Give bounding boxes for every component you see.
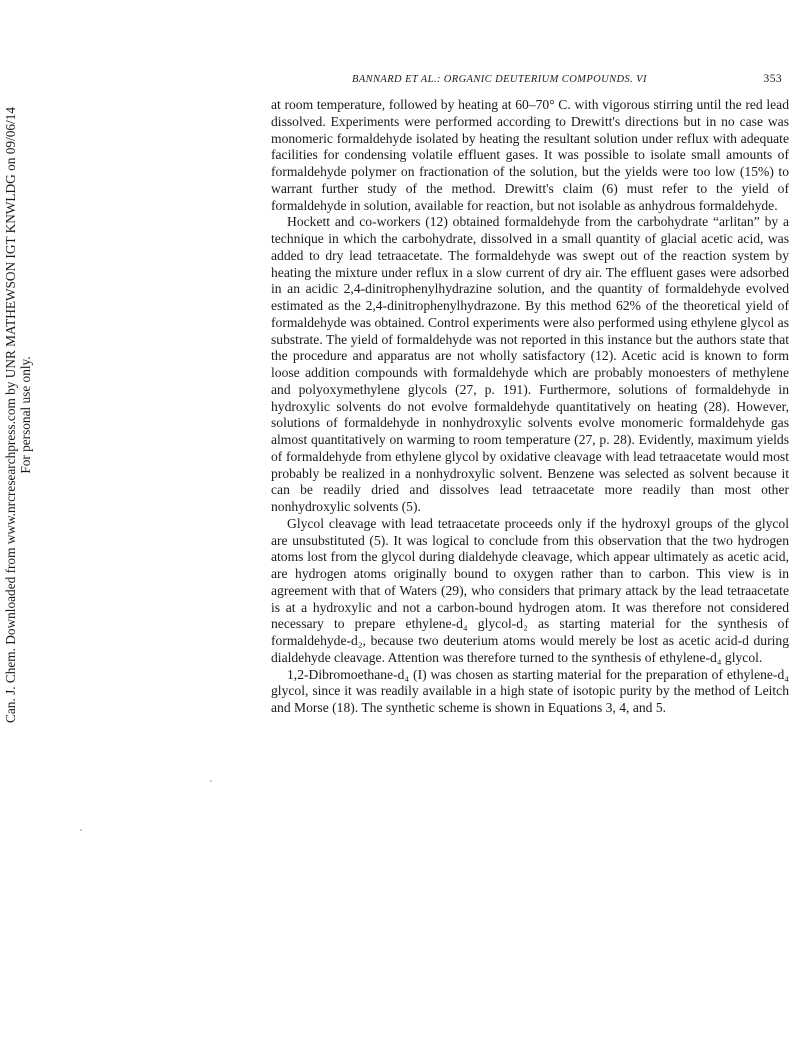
paragraph-1: at room temperature, followed by heating at 60–70° C. with vigorous stirring until the red lead dissolved. Experiments were performed according to Drewitt's directions but in no case was monomeric formaldehyde isolated by heating the resultant solution under reflux with adequate facilities for condensing volatile effluent gases. It was possible to isolate small amounts of formaldehyde polymer on fractionation of the solution, but the yields were too low (15%) to warrant further study of the method. Drewitt's claim (6) must refer to the yield of formaldehyde in solution, available for reaction, but not isolable as anhydrous formaldehyde. [271,97,789,213]
paragraph-4: 1,2-Dibromoethane-d₄ (I) was chosen as starting material for the preparation of ethylene-d₄ glycol, since it was readily available in a high state of isotopic purity by the method of Leitch and Morse (18). The synthetic scheme is shown in Equations 3, 4, and 5. [271,666,789,715]
download-watermark [3,20,43,810]
article-body [271,97,789,717]
page-number: 353 [763,73,782,85]
watermark-line-1: Can. J. Chem. Downloaded from www.nrcresearchpress.com by UNR MATHEWSON IGT KNWLDG on 09/06/14 [3,107,18,723]
watermark-line-2: For personal use only. [18,356,33,474]
running-title: BANNARD ET AL.: ORGANIC DEUTERIUM COMPOUNDS. VI [352,74,647,85]
scan-speck [210,780,212,782]
paragraph-2: Hockett and co-workers (12) obtained formaldehyde from the carbohydrate “arlitan” by a technique in which the carbohydrate, dissolved in a small quantity of glacial acetic acid, was added to dry lead tetraacetate. The formaldehyde was swept out of the reaction system by heating the mixture under reflux in a slow current of dry air. The effluent gases were adsorbed in an acidic 2,4-dinitrophenylhydrazine solution, and the quantity of formaldehyde evolved estimated as the 2,4-dinitrophenylhydrazone. By this method 62% of the theoretical yield of formaldehyde was obtained. Control experiments were also performed using ethylene glycol as substrate. The yield of formaldehyde was not reported in this instance but the authors state that the procedure and apparatus are not wholly satisfactory (12). Acetic acid is known to form loose addition compounds with formaldehyde which are probably monoesters of methylene and polyoxymethylene glycols (27, p. 191). Furthermore, solutions of formaldehyde in hydroxylic solvents do not evolve formaldehyde quantitatively on heating (28). However, solutions of formaldehyde in nonhydroxylic solvents evolve monomeric formaldehyde gas almost quantitatively on warming to room temperature (27, p. 28). Evidently, maximum yields of formaldehyde from ethylene glycol by oxidative cleavage with lead tetraacetate would most probably be realized in a nonhydroxylic solvent. Benzene was selected as solvent because it can be readily dried and dissolves lead tetraacetate more readily than most other nonhydroxylic solvents (5). [271,214,789,514]
running-header [272,73,790,89]
paragraph-3: Glycol cleavage with lead tetraacetate proceeds only if the hydroxyl groups of the glycol are unsubstituted (5). It was logical to conclude from this observation that the two hydrogen atoms lost from the glycol during dialdehyde cleavage, which appear ultimately as acetic acid, are hydrogen atoms originally bound to oxygen rather than to carbon. This view is in agreement with that of Waters (29), who considers that primary attack by the lead tetraacetate is at a hydroxylic and not a carbon-bound hydrogen atom. It was therefore not considered necessary to prepare ethylene-d₄ glycol-d₂ as starting material for the synthesis of formaldehyde-d₂, because two deuterium atoms would merely be lost as acetic acid-d during dialdehyde cleavage. Attention was therefore turned to the synthesis of ethylene-d₄ glycol. [271,515,789,665]
scan-speck [80,829,82,831]
